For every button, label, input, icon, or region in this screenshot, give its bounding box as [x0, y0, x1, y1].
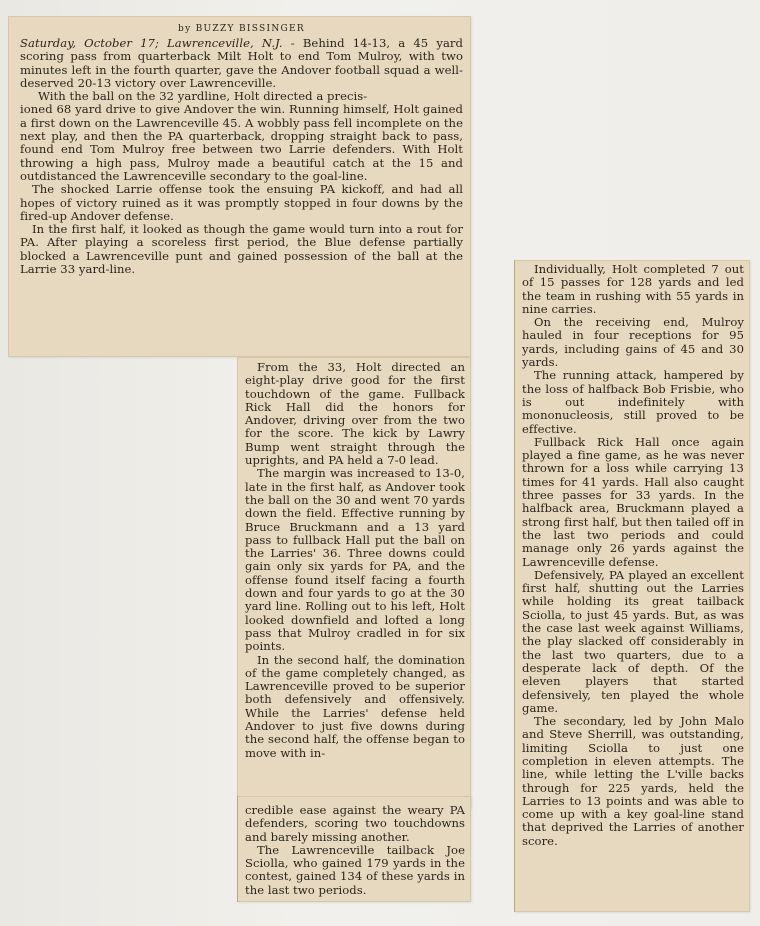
- dateline: Saturday, October 17; Lawrenceville, N.J.: [20, 36, 283, 50]
- paragraph: Fullback Rick Hall once again played a fine game, as he was never thrown for a loss while carrying 13 times for 41 yards. Hall also caught three passes for 33 yards. In the halfback area, Bruckmann played a strong first half, but then tailed off in the last two periods and could manage only 26 yards against the Lawrenceville defense.: [522, 434, 744, 569]
- clipping-middle-column: [237, 357, 471, 809]
- paragraph: The margin was increased to 13-0, late in the first half, as Andover took the ball on the 30 and went 70 yards down the field. Effective running by Bruce Bruckmann and a 13 yard pass to fullback Hall put the ball on the Larries' 36. Three downs could gain only six yards for PA, and the offense found itself facing a fourth down and four yards to go at the 30 yard line. Rolling out to his left, Holt looked downfield and lofted a long pass that Mulroy cradled in for six points.: [245, 466, 465, 654]
- paragraph: On the receiving end, Mulroy hauled in four receptions for 95 yards, including gains of 45 and 30 yards.: [522, 315, 744, 370]
- paragraph: The Lawrenceville tailback Joe Sciolla, who gained 179 yards in the contest, gained 134 of these yards in the last two periods.: [245, 842, 465, 897]
- paragraph: The secondary, led by John Malo and Steve Sherrill, was outstanding, limiting Sciolla to just one completion in eleven attempts. The line, while letting the L'ville backs through for 225 yards, held the Larries to 13 points and was able to come up with a key goal-line stand that deprived the Larries of another score.: [522, 714, 744, 848]
- paragraph: In the second half, the domination of the game completely changed, as Lawrenceville proved to be superior both defensively and offensively. While the Larries' defense held Andover to just five downs during the second half, the offense began to move with in-: [245, 652, 465, 760]
- paragraph: ioned 68 yard drive to give Andover the win. Running himself, Holt gained a first down on the Lawrenceville 45. A wobbly pass fell incomplete on the next play, and then the PA quarterback, dropping straight back to pass, found end Tom Mulroy free between two Larrie defenders. With Holt throwing a high pass, Mulroy made a beautiful catch at the 15 and outdistanced the Lawrenceville secondary to the goal-line.: [20, 102, 463, 183]
- paragraph: From the 33, Holt directed an eight-play drive good for the first touchdown of the game. Fullback Rick Hall did the honors for Andover, driving over from the two for the score. The kick by Lawry Bump went straight through the uprights, and PA held a 7-0 lead.: [245, 360, 465, 468]
- clip-edge: [237, 796, 238, 902]
- clipping-middle-column-continued: [237, 796, 471, 902]
- lead-paragraph: [20, 37, 463, 90]
- paragraph: The running attack, hampered by the loss of halfback Bob Frisbie, who is out indefinitely with mononucleosis, still proved to be effective.: [522, 368, 744, 436]
- clipping-headline-section: [8, 16, 471, 357]
- paragraph: credible ease against the weary PA defenders, scoring two touchdowns and barely missing another.: [245, 803, 465, 844]
- paragraph: Defensively, PA played an excellent first half, shutting out the Larries while holding its great tailback Sciolla, to just 45 yards. But, as was the case last week against Williams, the play slacked off considerably in the last two quarters, due to a desperate lack of depth. Of the eleven players that started defensively, ten played the whole game.: [522, 567, 744, 715]
- byline: by BUZZY BISSINGER: [178, 24, 305, 34]
- paragraph: Individually, Holt completed 7 out of 15 passes for 128 yards and led the team in rushing with 55 yards in nine carries.: [522, 262, 744, 316]
- paragraph: In the first half, it looked as though the game would turn into a rout for PA. After playing a scoreless first period, the Blue defense partially blocked a Lawrenceville punt and gained possession of the ball at the Larrie 33 yard-line.: [20, 222, 463, 277]
- clipping-right-column: [514, 260, 750, 912]
- paragraph-large: With the ball on the 32 yardline, Holt directed a precis-: [38, 89, 368, 104]
- paragraph: The shocked Larrie offense took the ensuing PA kickoff, and had all hopes of victory ruined as it was promptly stopped in four downs by the fired-up Andover defense.: [20, 182, 463, 223]
- lead-text: - Behind 14-13, a 45 yard scoring pass from quarterback Milt Holt to end Tom Mulroy, with two minutes left in the fourth quarter, gave the Andover football squad a well-deserved 20-13 victory over Lawrenceville.: [20, 36, 463, 90]
- clip-edge: [514, 260, 515, 912]
